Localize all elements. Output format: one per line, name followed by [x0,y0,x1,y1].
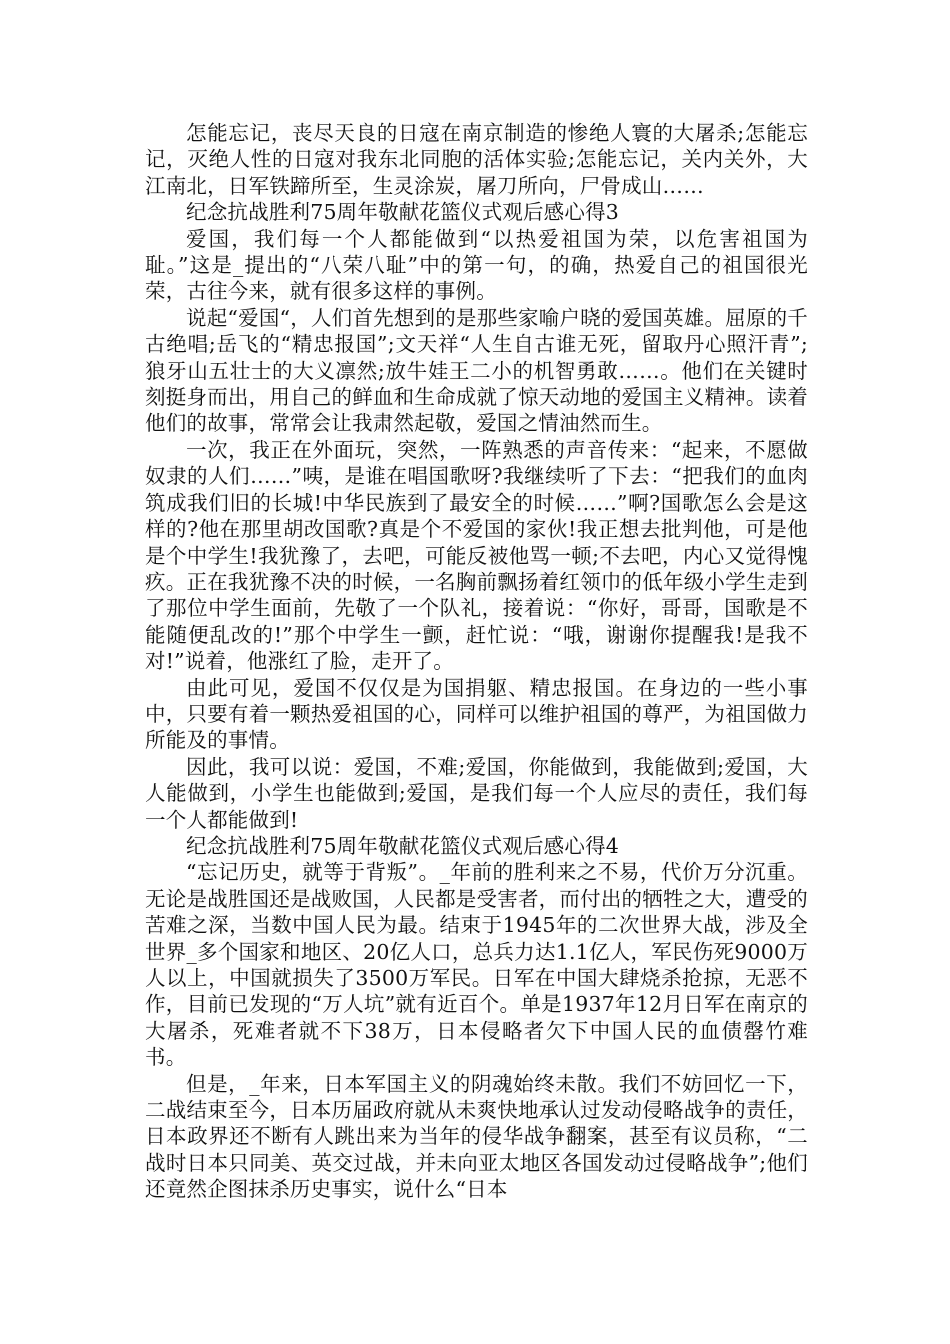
paragraph-anthem-story: 一次，我正在外面玩，突然，一阵熟悉的声音传来：“起来，不愿做奴隶的人们……”咦，是谁在唱国歌呀?我继续听了下去：“把我们的血肉筑成我们旧的长城!中华民族到了最安全的时候……”啊?国歌怎么会是这样的?他在那里胡改国歌?真是个不爱国的家伙!我正想去批判他，可是他是个中学生!我犹豫了，去吧，可能反被他骂一顿;不去吧，内心又觉得愧疚。正在我犹豫不决的时候，一名胸前飘扬着红领巾的低年级小学生走到了那位中学生面前，先敬了一个队礼，接着说：“你好，哥哥，国歌是不能随便乱改的!”那个中学生一颤，赶忙说：“哦，谢谢你提醒我!是我不对!”说着，他涨红了脸，走开了。 [145,437,808,674]
paragraph-nanjing-memory: 怎能忘记，丧尽天良的日寇在南京制造的惨绝人寰的大屠杀;怎能忘记，灭绝人性的日寇对我东北同胞的活体实验;怎能忘记，关内关外，大江南北，日军铁蹄所至，生灵涂炭，屠刀所向，尸骨成山…… [145,121,808,198]
paragraph-conclusion: 因此，我可以说：爱国，不难;爱国，你能做到，我能做到;爱国，大人能做到，小学生也能做到;爱国，是我们每一个人应尽的责任，我们每一个人都能做到! [145,754,808,832]
paragraph-small-things: 由此可见，爱国不仅仅是为国捐躯、精忠报国。在身边的一些小事中，只要有着一颗热爱祖国的心，同样可以维护祖国的尊严，为祖国做力所能及的事情。 [145,675,808,753]
section-heading-4: 纪念抗战胜利75周年敬献花篮仪式观后感心得4 [186,833,620,858]
section-heading-3: 纪念抗战胜利75周年敬献花篮仪式观后感心得3 [186,200,620,225]
document-page [145,120,808,1203]
paragraph-militarism: 但是，_年来，日本军国主义的阴魂始终未散。我们不妨回忆一下，二战结束至今，日本历届政府就从未爽快地承认过发动侵略战争的责任，日本政界还不断有人跳出来为当年的侵华战争翻案，甚至有议员称，“二战时日本只同美、英交过战，并未向亚太地区各国发动过侵略战争”;他们还竟然企图抹杀历史事实，说什么“日本 [145,1071,808,1202]
paragraph-patriotism-honor: 爱国，我们每一个人都能做到“以热爱祖国为荣，以危害祖国为耻。”这是_提出的“八荣八耻”中的第一句，的确，热爱自己的祖国很光荣，古往今来，就有很多这样的事例。 [145,226,808,304]
paragraph-patriotic-heroes: 说起“爱国“，人们首先想到的是那些家喻户晓的爱国英雄。屈原的千古绝唱;岳飞的“精忠报国”;文天祥“人生自古谁无死，留取丹心照汗青”;狼牙山五壮士的大义凛然;放牛娃王二小的机智勇敢……。他们在关键时刻挺身而出，用自己的鲜血和生命成就了惊天动地的爱国主义精神。读着他们的故事，常常会让我肃然起敬，爱国之情油然而生。 [145,305,808,436]
paragraph-history-cost: “忘记历史，就等于背叛”。_年前的胜利来之不易，代价万分沉重。无论是战胜国还是战败国，人民都是受害者，而付出的牺牲之大，遭受的苦难之深，当数中国人民为最。结束于1945年的二次世界大战，涉及全世界_多个国家和地区、20亿人口，总兵力达1.1亿人，军民伤死9000万人以上，中国就损失了3500万军民。日军在中国大肆烧杀抢掠，无恶不作，目前已发现的“万人坑”就有近百个。单是1937年12月日军在南京的大屠杀，死难者就不下38万，日本侵略者欠下中国人民的血债罄竹难书。 [145,860,808,1070]
